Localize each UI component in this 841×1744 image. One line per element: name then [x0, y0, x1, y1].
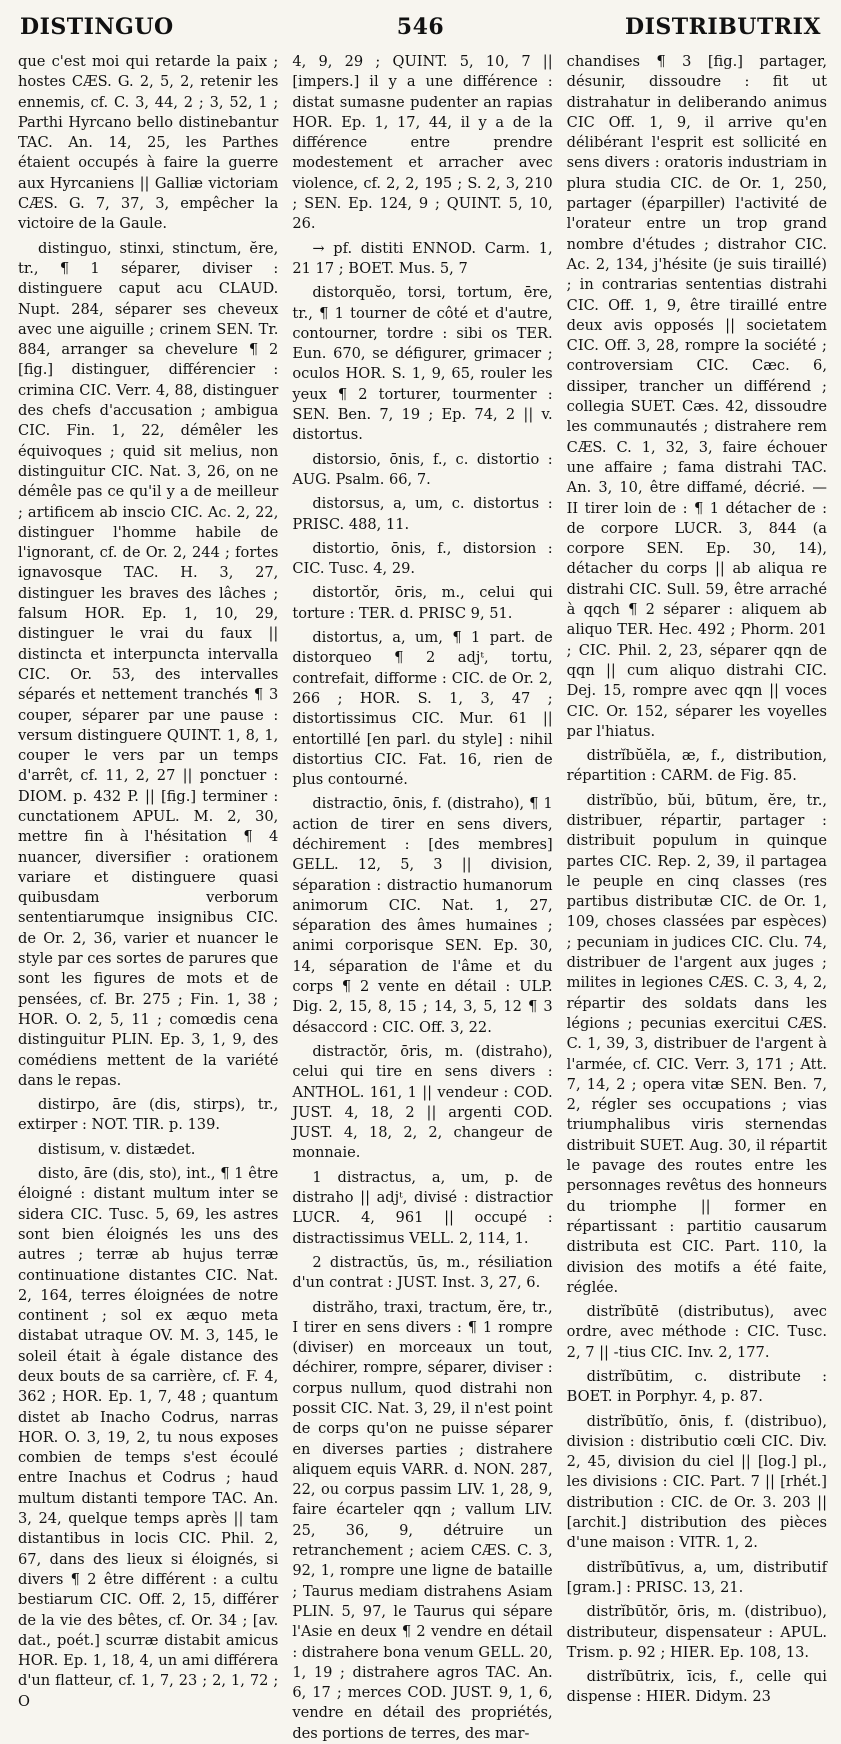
dictionary-entry: distirpo, āre (dis, stirps), tr., extirper : NOT. TIR. p. 139.	[18, 1096, 279, 1134]
dictionary-entry: distisum, v. distædet.	[38, 1140, 196, 1158]
dictionary-entry: 2 distractŭs, ūs, m., résiliation d'un contrat : JUST. Inst. 3, 27, 6.	[292, 1253, 553, 1292]
dictionary-entry: distractŏr, ōris, m. (distraho), celui qui tire en sens divers : ANTHOL. 161, 1 || vendeur : COD. JUST. 4, 18, 2 || argenti COD. JUST. 4, 18, 2, 2, changeur de monnaie.	[292, 1042, 553, 1162]
dictionary-entry: distrĭbŭo, bŭi, būtum, ĕre, tr., distribuer, répartir, partager : distribuit populum in quinque partes CIC. Rep. 2, 39, il partagea le peuple en cinq classes (res partibus distributæ CIC. de Or. 1, 109, choses classées par espèces) ; pecuniam in judices CIC. Clu. 74, distribuer de l'argent aux juges ; milites in legiones CÆS. C. 3, 4, 2, répartir des soldats dans les légions ; pecunias exercitui CÆS. C. 1, 39, 3, distribuer de l'argent à l'armée, cf. CIC. Verr. 3, 171 ; Att. 7, 14, 2 ; opera vitæ SEN. Ben. 7, 2, régler ses occupations ; vias triumphalibus viris sternendas distribuit SUET. Aug. 30, il répartit le pavage des routes entre les personnages revêtus des honneurs du triomphe || former en répartissant : partitio causarum distributa est CIC. Part. 110, la division des motifs a été faite, réglée.	[566, 791, 827, 1296]
dictionary-entry: distortio, ōnis, f., distorsion : CIC. Tusc. 4, 29.	[292, 539, 553, 578]
dictionary-entry: distrĭbŭĕla, æ, f., distribution, répartition : CARM. de Fig. 85.	[566, 747, 827, 785]
dictionary-entry: distrĭbūtim, c. distribute : BOET. in Porphyr. 4, p. 87.	[566, 1368, 827, 1406]
dictionary-entry: distorquĕo, torsi, tortum, ēre, tr., ¶ 1 tourner de côté et d'autre, contourner, tordre : sibi os TER. Eun. 670, se défigurer, grimacer ; oculos HOR. S. 1, 9, 65, rouler les yeux ¶ 2 torturer, tourmenter : SEN. Ben. 7, 19 ; Ep. 74, 2 || v. distortus.	[292, 284, 553, 444]
dictionary-entry: distrĭbūtē (distributus), avec ordre, avec méthode : CIC. Tusc. 2, 7 || -tius CIC. Inv. 2, 177.	[566, 1303, 827, 1361]
dictionary-entry: 1 distractus, a, um, p. de distraho || adjᵗ, divisé : distractior LUCR. 4, 961 || occupé : distractissimus VELL. 2, 114, 1.	[292, 1168, 553, 1247]
dictionary-entry: 4, 9, 29 ; QUINT. 5, 10, 7 || [impers.] il y a une différence : distat sumasne pudenter an rapias HOR. Ep. 1, 17, 44, il y a de la différence entre prendre modestement et arracher avec violence, cf. 2, 2, 195 ; S. 2, 3, 210 ; SEN. Ep. 124, 9 ; QUINT. 5, 10, 26.	[292, 53, 553, 233]
dictionary-columns	[18, 52, 827, 1742]
column-right	[566, 52, 827, 1706]
dictionary-entry: distortŏr, ōris, m., celui qui torture : TER. d. PRISC 9, 51.	[292, 584, 553, 622]
column-middle	[292, 52, 553, 1742]
dictionary-entry: distorsio, ōnis, f., c. distortio : AUG. Psalm. 66, 7.	[292, 450, 553, 488]
dictionary-entry: distrĭbūtĭo, ōnis, f. (distribuo), division : distributio cœli CIC. Div. 2, 45, division du ciel || [log.] pl., les divisions : CIC. Part. 7 || [rhét.] distribution : CIC. de Or. 3. 203 || [archit.] distribution des pièces d'une maison : VITR. 1, 2.	[566, 1412, 827, 1552]
dictionary-entry: distinguo, stinxi, stinctum, ĕre, tr., ¶ 1 séparer, diviser : distinguere caput acu CLAUD. Nupt. 284, séparer ses cheveux avec une aiguille ; crinem SEN. Tr. 884, arranger sa chevelure ¶ 2 [fig.] distinguer, différencier : crimina CIC. Verr. 4, 88, distinguer des chefs d'accusation ; ambigua CIC. Fin. 1, 22, démêler les équivoques ; quid sit melius, non distinguitur CIC. Nat. 3, 26, on ne démêle pas ce qu'il y a de meilleur ; artificem ab inscio CIC. Ac. 2, 22, distinguer l'homme habile de l'ignorant, cf. de Or. 2, 244 ; fortes ignavosque TAC. H. 3, 27, distinguer les braves des lâches ; falsum HOR. Ep. 1, 10, 29, distinguer le vrai du faux || distincta et interpuncta intervalla CIC. Or. 53, des intervalles séparés et nettement tranchés ¶ 3 couper, séparer par une pause : versum distinguere QUINT. 1, 8, 1, couper le vers par un temps d'arrêt, cf. 11, 2, 27 || ponctuer : DIOM. p. 432 P. || [fig.] terminer : cunctationem APUL. M. 2, 30, mettre fin à l'hésitation ¶ 4 nuancer, diversifier : orationem variare et distinguere quasi quibusdam verborum sententiarumque insignibus CIC. de Or. 2, 36, varier et nuancer le style par ces sortes de parures que sont les figures de mots et de pensées, cf. Br. 275 ; Fin. 1, 38 ; HOR. O. 2, 5, 11 ; comœdis cena distinguitur PLIN. Ep. 3, 1, 9, des comédiens mettent de la variété dans le repas.	[18, 239, 279, 1089]
dictionary-entry: distrĭbūtŏr, ōris, m. (distribuo), distributeur, dispensateur : APUL. Trism. p. 92 ; HIER. Ep. 108, 13.	[566, 1603, 827, 1661]
page-number: 546	[396, 14, 445, 40]
column-left	[18, 52, 279, 1710]
dictionary-entry: distortus, a, um, ¶ 1 part. de distorqueo ¶ 2 adjᵗ, tortu, contrefait, difforme : CIC. de Or. 2, 266 ; HOR. S. 1, 3, 47 ; distortissimus CIC. Mur. 61 || entortillé [en parl. du style] : nihil distortius CIC. Fat. 16, rien de plus contourné.	[292, 629, 553, 789]
dictionary-entry: que c'est moi qui retarde la paix ; hostes CÆS. G. 2, 5, 2, retenir les ennemis, cf. C. 3, 44, 2 ; 3, 52, 1 ; Parthi Hyrcano bello distinebantur TAC. An. 14, 25, les Parthes étaient occupés à faire la guerre aux Hyrcaniens || Galliæ victoriam CÆS. G. 7, 37, 3, empêcher la victoire de la Gaule.	[18, 53, 279, 233]
dictionary-entry: → pf. distiti ENNOD. Carm. 1, 21 17 ; BOET. Mus. 5, 7	[292, 239, 553, 277]
dictionary-entry: distrăho, traxi, tractum, ĕre, tr., I tirer en sens divers : ¶ 1 rompre (diviser) en morceaux un tout, déchirer, rompre, séparer, diviser : corpus nullum, quod distrahi non possit CIC. Nat. 3, 29, il n'est point de corps qu'on ne puisse séparer en diverses parties ; distrahere aliquem equis VARR. d. NON. 287, 22, ou corpus passim LIV. 1, 28, 9, faire écarteler qqn ; vallum LIV. 25, 36, 9, détruire un retranchement ; aciem CÆS. C. 3, 92, 1, rompre une ligne de bataille ; Taurus mediam distrahens Asiam PLIN. 5, 97, le Taurus qui sépare l'Asie en deux ¶ 2 vendre en détail : distrahere bona venum GELL. 20, 1, 19 ; distrahere agros TAC. An. 6, 17 ; merces COD. JUST. 9, 1, 6, vendre en détail des propriétés, des portions de terres, des mar-	[292, 1298, 553, 1742]
dictionary-entry: distrĭbūtīvus, a, um, distributif [gram.] : PRISC. 13, 21.	[566, 1558, 827, 1596]
dictionary-entry: distrĭbūtrix, īcis, f., celle qui dispense : HIER. Didym. 23	[566, 1668, 827, 1706]
header-guide-word-left: DISTINGUO	[20, 14, 174, 40]
dictionary-entry: disto, āre (dis, sto), int., ¶ 1 être éloigné : distant multum inter se sidera CIC. Tusc. 5, 69, les astres sont bien éloignés les uns des autres ; terræ ab hujus terræ continuatione distantes CIC. Nat. 2, 164, terres éloignées de notre continent ; sol ex æquo meta distabat utraque OV. M. 3, 145, le soleil était à égale distance des deux bouts de sa carrière, cf. F. 4, 362 ; HOR. Ep. 1, 7, 48 ; quantum distet ab Inacho Codrus, narras HOR. O. 3, 19, 2, tu nous exposes combien de temps s'est écoulé entre Inachus et Codrus ; haud multum distanti tempore TAC. An. 3, 24, quelque temps après || tam distantibus in locis CIC. Phil. 2, 67, dans des lieux si éloignés, si divers ¶ 2 être différent : a cultu bestiarum CIC. Off. 2, 15, différer de la vie des bêtes, cf. Or. 34 ; [av. dat., poét.] scurræ distabit amicus HOR. Ep. 1, 18, 4, un ami différera d'un flatteur, cf. 1, 7, 23 ; 2, 1, 72 ; O	[18, 1165, 279, 1710]
dictionary-entry: chandises ¶ 3 [fig.] partager, désunir, dissoudre : fit ut distrahatur in deliberando animus CIC Off. 1, 9, il arrive qu'en délibérant l'esprit est sollicité en sens divers : oratoris industriam in plura studia CIC. de Or. 1, 250, partager (éparpiller) l'activité de l'orateur entre un trop grand nombre d'études ; distrahor CIC. Ac. 2, 134, j'hésite (je suis tiraillé) ; in contrarias sententias distrahi CIC. Off. 1, 9, être tiraillé entre deux avis opposés || societatem CIC. Off. 3, 28, rompre la société ; controversiam CIC. Cæc. 6, dissiper, trancher un différend ; collegia SUET. Cæs. 42, dissoudre les communautés ; distrahere rem CÆS. C. 1, 32, 3, faire échouer une affaire ; fama distrahi TAC. An. 3, 10, être diffamé, décrié. — II tirer loin de : ¶ 1 détacher de : de corpore LUCR. 3, 844 (a corpore SEN. Ep. 30, 14), détacher du corps || ab aliqua re distrahi CIC. Sull. 59, être arraché à qqch ¶ 2 séparer : aliquem ab aliquo TER. Hec. 492 ; Phorm. 201 ; CIC. Phil. 2, 23, séparer qqn de qqn || cum aliquo distrahi CIC. Dej. 15, rompre avec qqn || voces CIC. Or. 152, séparer les voyelles par l'hiatus.	[566, 53, 827, 740]
header-guide-word-right: DISTRIBUTRIX	[625, 14, 821, 40]
dictionary-entry: distractio, ōnis, f. (distraho), ¶ 1 action de tirer en sens divers, déchirement : [des membres] GELL. 12, 5, 3 || division, séparation : distractio humanorum animorum CIC. Nat. 1, 27, séparation des âmes humaines ; animi corporisque SEN. Ep. 30, 14, séparation de l'âme et du corps ¶ 2 vente en détail : ULP. Dig. 2, 15, 8, 15 ; 14, 3, 5, 12 ¶ 3 désaccord : CIC. Off. 3, 22.	[292, 795, 553, 1036]
running-header	[20, 8, 821, 48]
dictionary-entry: distorsus, a, um, c. distortus : PRISC. 488, 11.	[292, 495, 553, 533]
